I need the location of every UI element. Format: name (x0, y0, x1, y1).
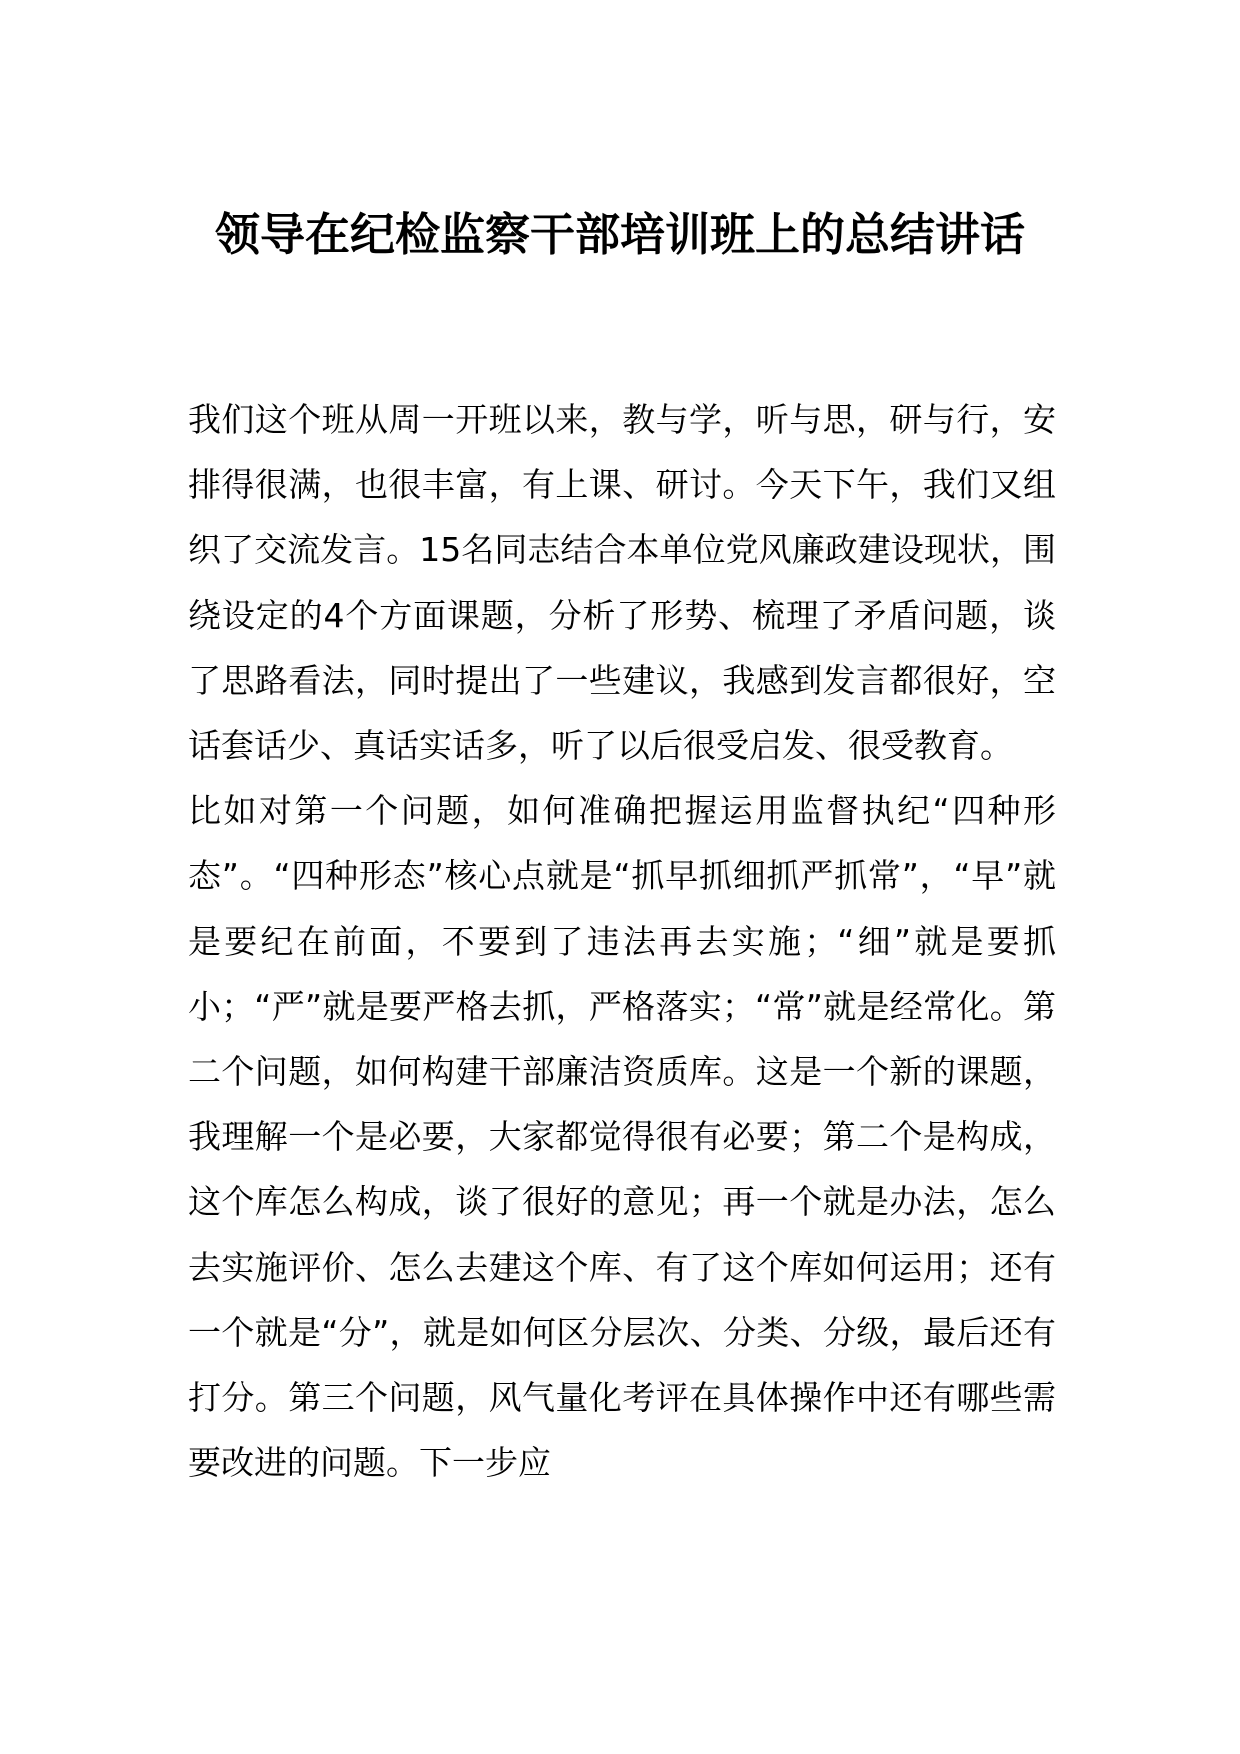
document-body (188, 387, 1056, 1495)
document-title: 领导在纪检监察干部培训班上的总结讲话 (214, 208, 1025, 261)
paragraph-2: 比如对第一个问题，如何准确把握运用监督执纪“四种形态”。“四种形态”核心点就是“抓早抓细抓严抓常”，“早”就是要纪在前面，不要到了违法再去实施；“细”就是要抓小；“严”就是要严格去抓，严格落实；“常”就是经常化。第二个问题，如何构建干部廉洁资质库。这是一个新的课题，我理解一个是必要，大家都觉得很有必要；第二个是构成，这个库怎么构成，谈了很好的意见；再一个就是办法，怎么去实施评价、怎么去建这个库、有了这个库如何运用；还有一个就是“分”，就是如何区分层次、分类、分级，最后还有打分。第三个问题，风气量化考评在具体操作中还有哪些需要改进的问题。下一步应 (188, 791, 1056, 1483)
paragraph-1: 我们这个班从周一开班以来，教与学，听与思，研与行，安排得很满，也很丰富，有上课、研讨。今天下午，我们又组织了交流发言。15名同志结合本单位党风廉政建设现状，围绕设定的4个方面课题，分析了形势、梳理了矛盾问题，谈了思路看法，同时提出了一些建议，我感到发言都很好，空话套话少、真话实话多，听了以后很受启发、很受教育。 (188, 400, 1056, 766)
